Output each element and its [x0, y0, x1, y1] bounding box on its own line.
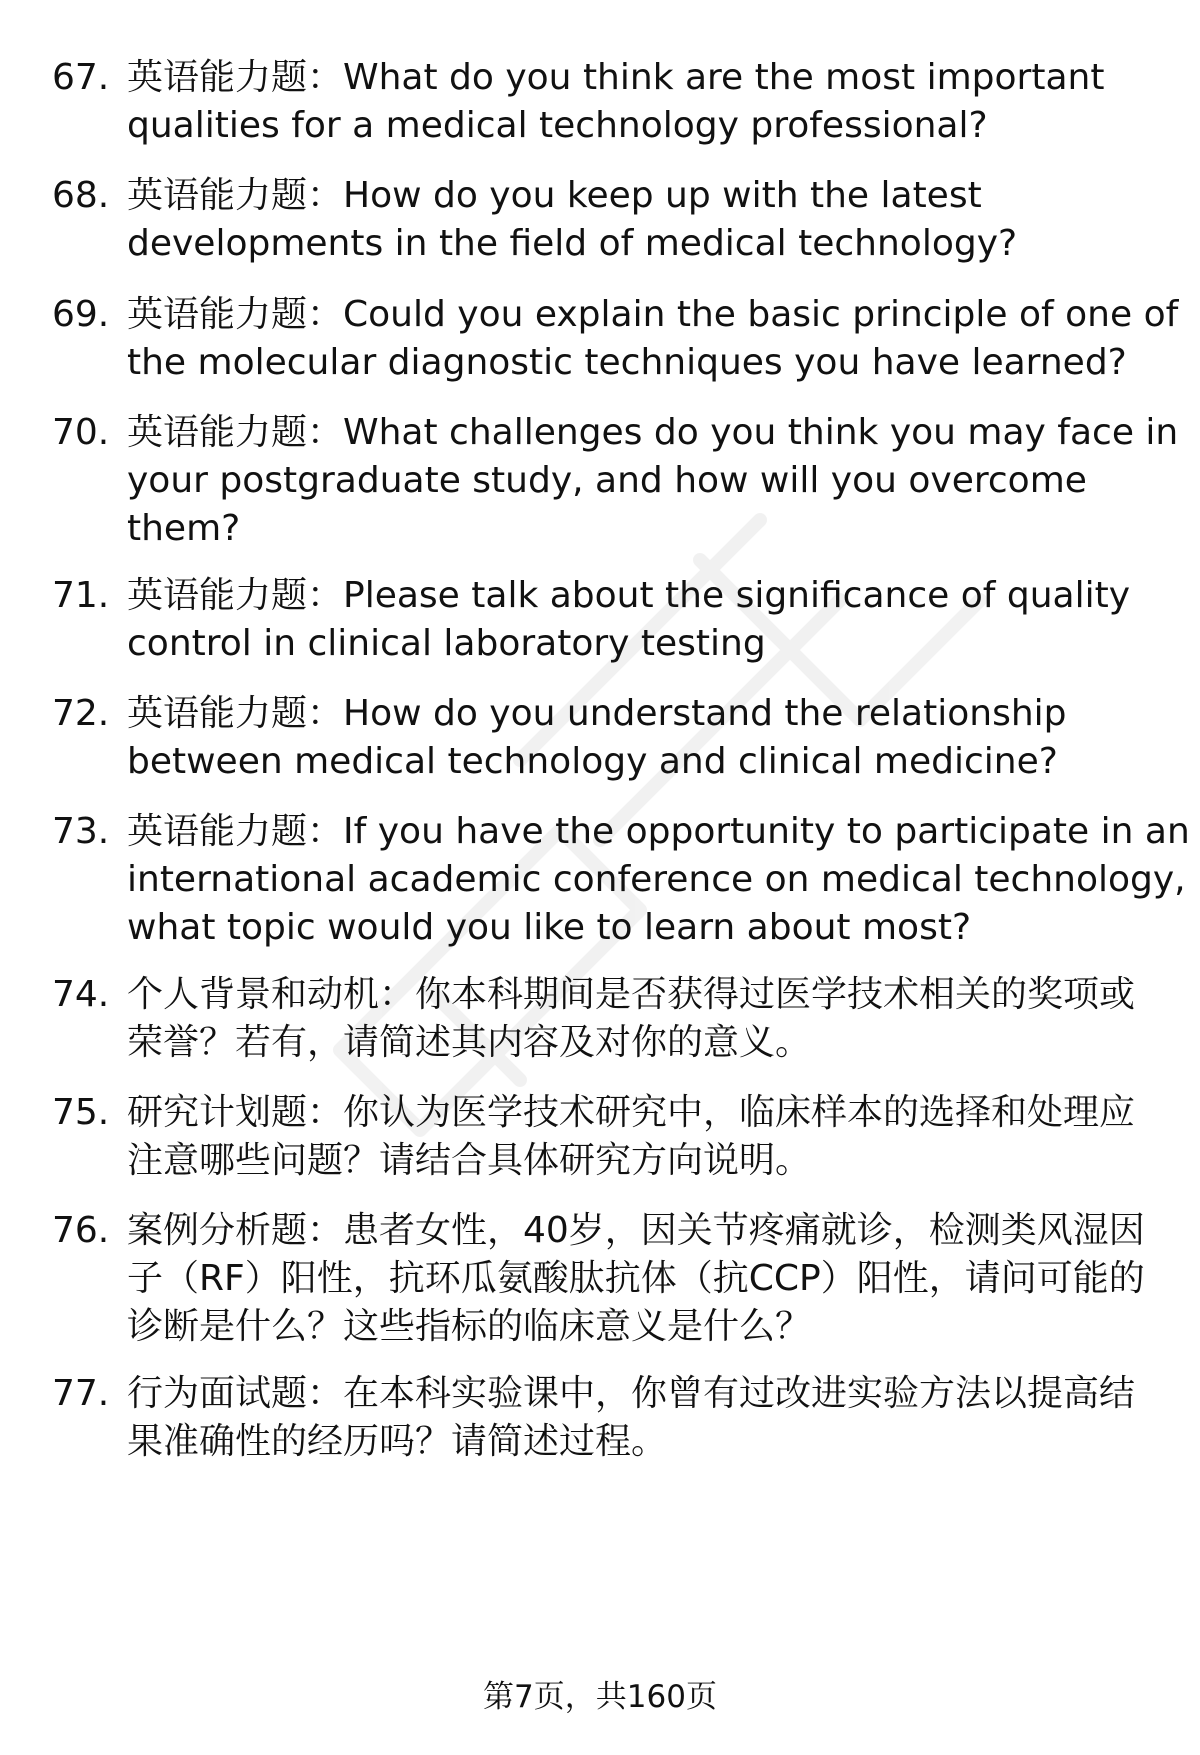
question-number: 70. [52, 412, 110, 453]
question-text-line: 英语能力题：What challenges do you think you may face in [127, 412, 1179, 453]
page-number-footer: 第7页，共160页 [483, 1679, 717, 1715]
question-text-line: between medical technology and clinical medicine? [127, 741, 1058, 782]
question-text-line: 英语能力题：Could you explain the basic principle of one of [127, 294, 1179, 335]
question-text-line: 案例分析题：患者女性，40岁，因关节疼痛就诊，检测类风湿因 [127, 1210, 1145, 1251]
question-text [127, 1089, 1157, 1185]
question-text [127, 690, 1157, 786]
question-text [127, 54, 1157, 150]
question-number: 67. [52, 57, 110, 98]
question-number: 69. [52, 294, 110, 335]
question-text-line: 行为面试题：在本科实验课中，你曾有过改进实验方法以提高结 [127, 1373, 1136, 1414]
question-text [127, 409, 1179, 553]
question-text [127, 808, 1190, 952]
question-text-line: 英语能力题：How do you keep up with the latest [127, 175, 982, 216]
question-text-line: 注意哪些问题？请结合具体研究方向说明。 [127, 1140, 812, 1181]
question-text-line: 诊断是什么？这些指标的临床意义是什么？ [127, 1306, 812, 1347]
question-text-line: 英语能力题：If you have the opportunity to participate in an [127, 811, 1190, 852]
question-text-line: 研究计划题：你认为医学技术研究中，临床样本的选择和处理应 [127, 1092, 1136, 1133]
question-text-line: your postgraduate study, and how will you overcome [127, 460, 1087, 501]
question-text-line: 子（RF）阳性，抗环瓜氨酸肽抗体（抗CCP）阳性，请问可能的 [127, 1258, 1145, 1299]
question-text [127, 291, 1179, 387]
question-number: 72. [52, 693, 110, 734]
question-text [127, 1370, 1157, 1466]
question-number: 74. [52, 974, 110, 1015]
question-text-line: qualities for a medical technology professional? [127, 105, 988, 146]
question-text [127, 971, 1157, 1067]
question-number: 77. [52, 1373, 110, 1414]
question-number: 71. [52, 575, 110, 616]
question-text-line: them? [127, 508, 241, 549]
question-number: 73. [52, 811, 110, 852]
question-number: 68. [52, 175, 110, 216]
question-text-line: 个人背景和动机：你本科期间是否获得过医学技术相关的奖项或 [127, 974, 1136, 1015]
question-text-line: 英语能力题：How do you understand the relationship [127, 693, 1067, 734]
question-text-line: the molecular diagnostic techniques you have learned? [127, 342, 1127, 383]
question-number: 75. [52, 1092, 110, 1133]
question-text-line: 荣誉？若有，请简述其内容及对你的意义。 [127, 1022, 812, 1063]
question-text-line: control in clinical laboratory testing [127, 623, 766, 664]
question-text-line: developments in the field of medical technology? [127, 223, 1018, 264]
question-text-line: 果准确性的经历吗？请简述过程。 [127, 1421, 668, 1462]
question-text-line: 英语能力题：Please talk about the significance of quality [127, 575, 1131, 616]
question-text-line: 英语能力题：What do you think are the most important [127, 57, 1105, 98]
question-text-line: what topic would you like to learn about most? [127, 907, 972, 948]
question-text-line: international academic conference on medical technology, [127, 859, 1186, 900]
question-text [127, 572, 1157, 668]
question-number: 76. [52, 1210, 110, 1251]
question-text [127, 1207, 1157, 1351]
question-text [127, 172, 1157, 268]
